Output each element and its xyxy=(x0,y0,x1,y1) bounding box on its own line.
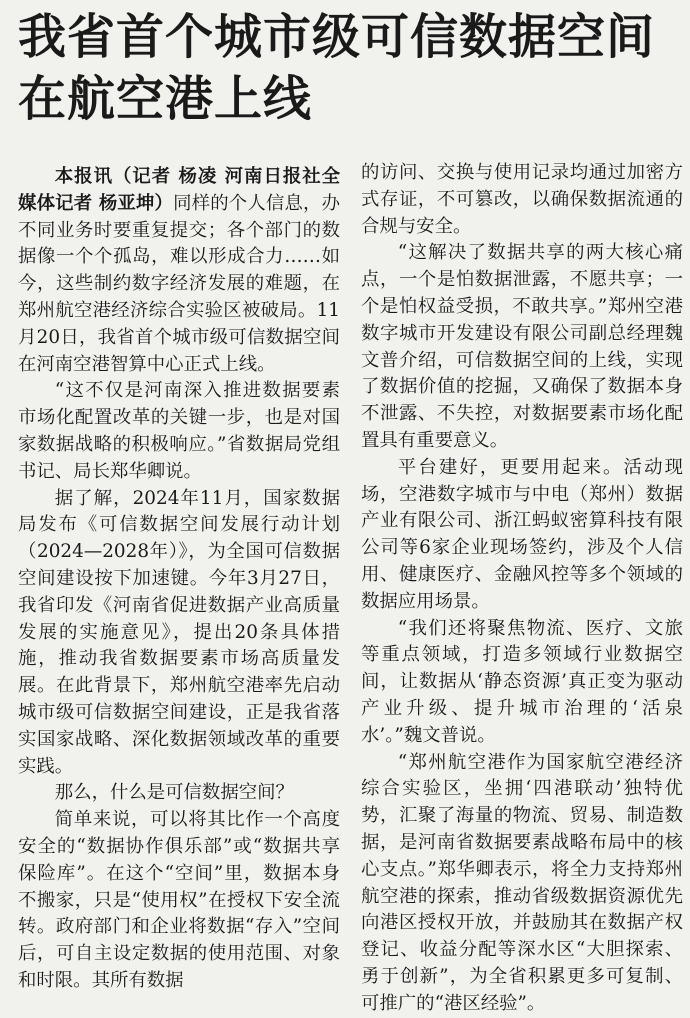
headline xyxy=(18,6,678,130)
paragraph-7: 平台建好，更要用起来。活动现场，空港数字城市与中电（郑州）数据产业有限公司、浙江蚂蚁密算科技有限公司等6家企业现场签约，涉及个人信用、健康医疗、金融风控等多个领域的数据应用场景。 xyxy=(361,456,683,612)
article-column-left xyxy=(18,164,340,995)
paragraph-1-text: 同样的个人信息，办不同业务时要重复提交；各个部门的数据像一个个孤岛，难以形成合力……如今，这些制约数字经济发展的难题，在郑州航空港经济综合实验区被破局。11月20日，我省首个城市级可信数据空间在河南空港智算中心正式上线。 xyxy=(18,192,340,375)
paragraph-3: 据了解，2024年11月，国家数据局发布《可信数据空间发展行动计划（2024—2028年）》，为全国可信数据空间建设按下加速键。今年3月27日，我省印发《河南省促进数据产业高质量发展的实施意见》，提出20条具体措施，推动我省数据要素市场高质量发展。在此背景下，郑州航空港率先启动城市级可信数据空间建设，正是我省落实国家战略、深化数据领域改革的重要实践。 xyxy=(18,487,340,777)
paragraph-8: “我们还将聚焦物流、医疗、文旅等重点领域，打造多领域行业数据空间，让数据从‘静态资源’真正变为驱动产业升级、提升城市治理的‘活泉水’。”魏文普说。 xyxy=(361,617,683,746)
paragraph-4: 那么，什么是可信数据空间？ xyxy=(54,782,294,804)
paragraph-1 xyxy=(18,164,340,378)
paragraph-5-end: 的访问、交换与使用记录均通过加密方式存证，不可篡改，以确保数据流通的合规与安全。 xyxy=(361,162,683,237)
byline: 本报讯（记者 杨凌 河南日报社全媒体记者 杨亚坤） xyxy=(18,166,340,214)
paragraph-2: “这不仅是河南深入推进数据要素市场化配置改革的关键一步，也是对国家数据战略的积极响应。”省数据局党组书记、局长郑华卿说。 xyxy=(18,380,340,482)
headline-line-2: 在航空港上线 xyxy=(18,71,313,127)
paragraph-6: “这解决了数据共享的两大核心痛点，一个是怕数据泄露，不愿共享；一个是怕权益受损，不敢共享。”郑州空港数字城市开发建设有限公司副总经理魏文普介绍，可信数据空间的上线，实现了数据价值的挖掘，又确保了数据本身不泄露、不失控，对数据要素市场化配置具有重要意义。 xyxy=(361,242,683,451)
paragraph-9: “郑州航空港作为国家航空港经济综合实验区，坐拥‘四港联动’独特优势，汇聚了海量的物流、贸易、制造数据，是河南省数据要素战略布局中的核心支点。”郑华卿表示，将全力支持郑州航空港的探索，推动省级数据资源优先向港区授权开放，并鼓励其在数据产权登记、收益分配等深水区“大胆探索、勇于创新”，为全省积累更多可复制、可推广的“港区经验”。 xyxy=(361,751,683,1014)
paragraph-5-start: 简单来说，可以将其比作一个高度安全的“数据协作俱乐部”或“数据共享保险库”。在这个“空间”里，数据本身不搬家，只是“使用权”在授权下安全流转。政府部门和企业将数据“存入”空间后，可自主设定数据的使用范围、对象和时限。其所有数据 xyxy=(18,809,340,991)
article-column-right xyxy=(361,160,683,1018)
headline-line-1: 我省首个城市级可信数据空间 xyxy=(18,9,656,65)
